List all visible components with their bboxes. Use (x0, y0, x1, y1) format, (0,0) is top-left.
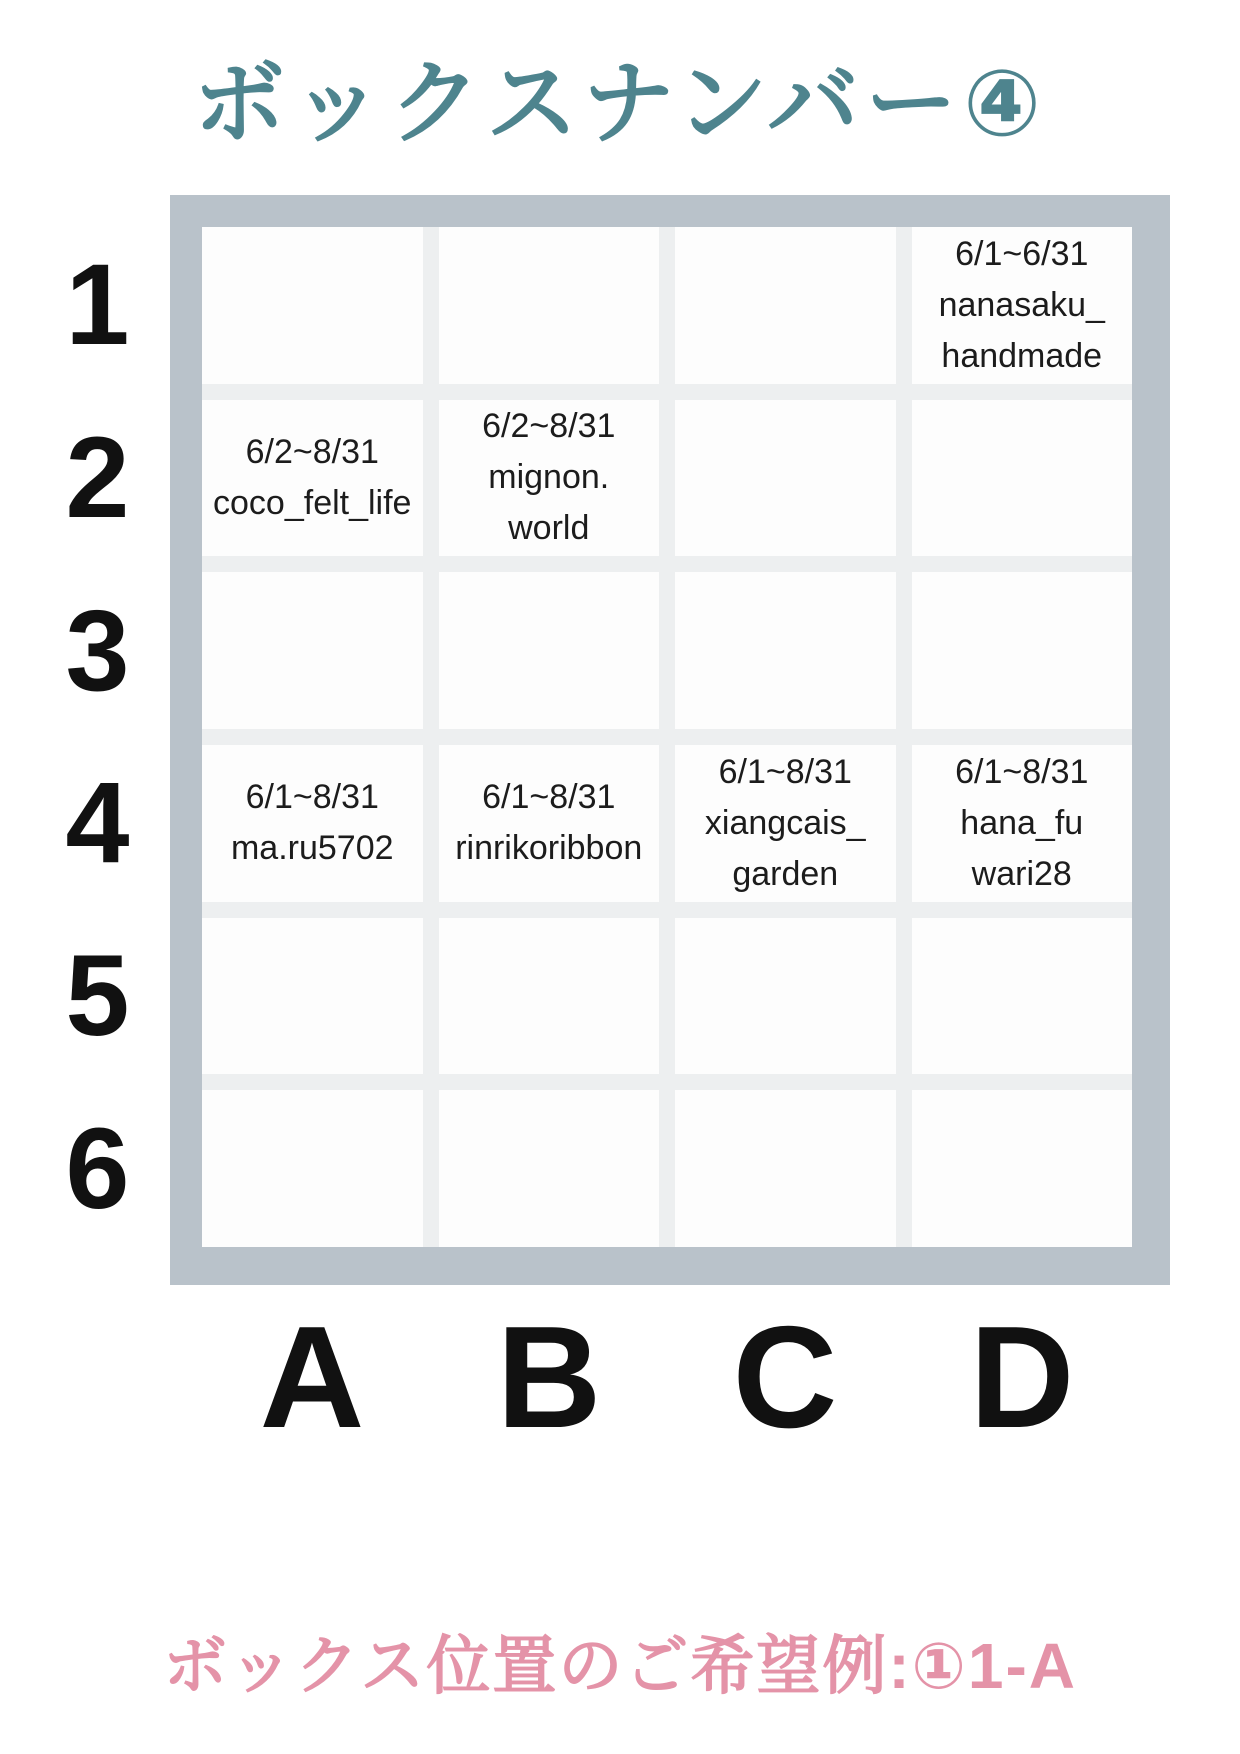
cell-shop-name: world (508, 509, 590, 548)
row-label-5: 5 (65, 932, 130, 1060)
grid-cell-C4 (675, 745, 896, 902)
grid-board (202, 227, 1132, 1247)
cell-shop-name: nanasaku_ (938, 285, 1105, 324)
grid-cell-D4 (912, 745, 1133, 902)
grid-cell-A1 (202, 227, 423, 384)
row-label-6: 6 (65, 1105, 130, 1233)
grid-cell-C6 (675, 1090, 896, 1247)
grid-cell-C5 (675, 918, 896, 1075)
grid-cell-D5 (912, 918, 1133, 1075)
row-label-2: 2 (65, 414, 130, 542)
cell-shop-name: xiangcais_ (704, 803, 866, 842)
page-title: ボックスナンバー④ (192, 53, 1048, 155)
cell-shop-name: rinrikoribbon (455, 829, 643, 868)
cell-date: 6/1~6/31 (955, 234, 1089, 273)
cell-date: 6/2~8/31 (245, 432, 379, 471)
grid-border (170, 195, 1170, 1285)
column-label-D: D (969, 1296, 1075, 1458)
grid-cell-A4 (202, 745, 423, 902)
cell-shop-name: handmade (941, 336, 1103, 375)
grid-cell-D1 (912, 227, 1133, 384)
row-label-3: 3 (65, 587, 130, 715)
column-label-C: C (732, 1296, 838, 1458)
grid-cell-B3 (439, 572, 660, 729)
caption: ボックス位置のご希望例:①1-A (163, 1630, 1077, 1702)
grid-cell-B4 (439, 745, 660, 902)
row-label-1: 1 (65, 241, 130, 369)
cell-date: 6/1~8/31 (245, 778, 379, 817)
column-label-A: A (259, 1296, 365, 1458)
column-label-B: B (496, 1296, 602, 1458)
cell-shop-name: hana_fu (960, 803, 1084, 842)
cell-shop-name: ma.ru5702 (230, 829, 394, 868)
grid-cell-A6 (202, 1090, 423, 1247)
grid-cell-D3 (912, 572, 1133, 729)
grid-cell-A5 (202, 918, 423, 1075)
cell-shop-name: garden (732, 854, 839, 893)
grid-cell-C2 (675, 400, 896, 557)
grid-cell-B6 (439, 1090, 660, 1247)
grid-cell-B2 (439, 400, 660, 557)
cell-shop-name: mignon. (488, 458, 610, 497)
row-label-4: 4 (65, 759, 130, 887)
cell-shop-name: wari28 (971, 854, 1072, 893)
cell-date: 6/1~8/31 (718, 752, 852, 791)
cell-date: 6/1~8/31 (482, 778, 616, 817)
cell-date: 6/1~8/31 (955, 752, 1089, 791)
grid-cell-C1 (675, 227, 896, 384)
cell-date: 6/2~8/31 (482, 407, 616, 446)
grid-cell-C3 (675, 572, 896, 729)
grid-cell-D2 (912, 400, 1133, 557)
grid-cell-B1 (439, 227, 660, 384)
grid-cell-A2 (202, 400, 423, 557)
grid-cell-A3 (202, 572, 423, 729)
grid-cell-D6 (912, 1090, 1133, 1247)
cell-shop-name: coco_felt_life (213, 483, 412, 522)
grid-cell-B5 (439, 918, 660, 1075)
